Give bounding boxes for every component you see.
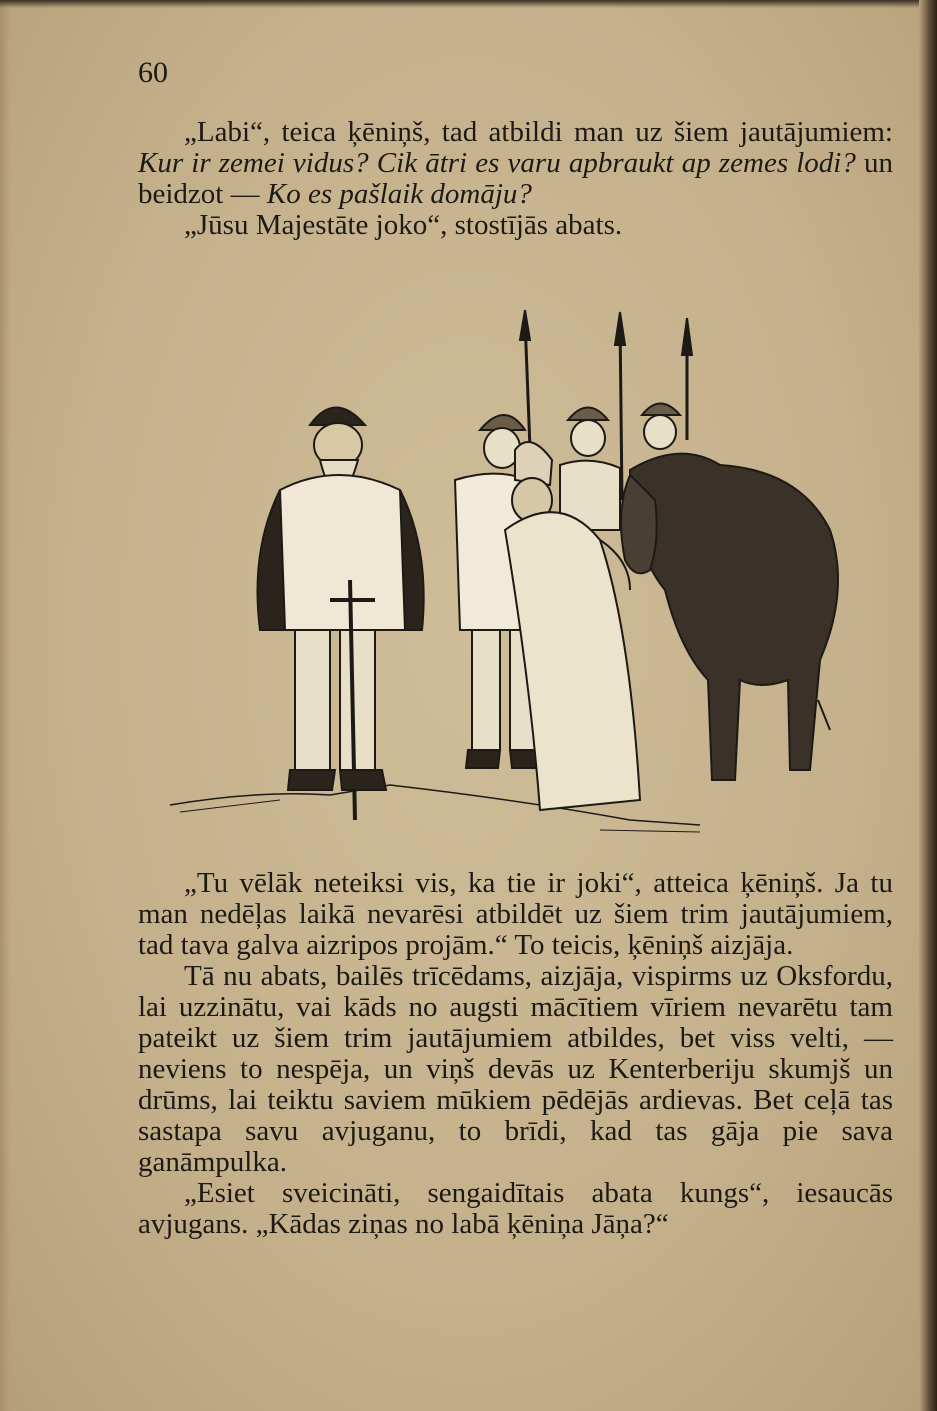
page-number: 60: [138, 56, 168, 89]
question-3: Ko es pašlaik domāju?: [266, 178, 532, 210]
paragraph-king-warning: „Tu vēlāk neteiksi vis, ka tie ir joki“, atteica ķēniņš. Ja tu man nedēļas laikā nevarēsi atbildēt uz šiem trim jautājumiem, tad tava galva aizripos projām.“ To teicis, ķēniņš aizjāja.: [138, 867, 893, 961]
paragraph-shepherd-greeting: „Esiet sveicināti, sengaidītais abata kungs“, iesaucās avjugans. „Kādas ziņas no labā ķēniņa Jāņa?“: [138, 1177, 893, 1240]
top-text-block: [138, 117, 893, 241]
illustration-king-abbot-soldiers-horse-icon: [160, 300, 860, 850]
page-left-edge: [0, 0, 10, 1411]
question-connector: un beidzot —: [138, 147, 894, 210]
question-intro: „Labi“, teica ķēniņš, tad atbildi man uz šiem jautājumiem:: [184, 116, 893, 148]
bottom-text-block: [138, 868, 893, 1240]
separator: [369, 147, 377, 179]
paragraph-abbot-journey: Tā nu abats, bailēs trīcēdams, aizjāja, vispirms uz Oksfordu, lai uzzinātu, vai kāds no augsti mācītiem vīriem nevarētu tam pateikt uz šiem trim jautājumiem atbildes, bet viss velti, — neviens to nespēja, un viņš devās uz Kenterberiju skumjš un drūms, lai teiktu saviem mūkiem pēdējās ardievas. Bet ceļā tas sastapa savu avjuganu, to brīdi, kad tas gāja pie sava ganāmpulka.: [138, 960, 893, 1178]
paragraph-king-questions: [138, 117, 893, 210]
book-spine-edge: [919, 0, 937, 1411]
question-2: Cik ātri es varu apbraukt ap zemes lodi?: [376, 147, 856, 179]
page-top-edge: [0, 0, 937, 8]
question-1: Kur ir zemei vidus?: [138, 147, 369, 179]
paragraph-abbot-reply: „Jūsu Majestāte joko“, stostījās abats.: [184, 209, 623, 241]
